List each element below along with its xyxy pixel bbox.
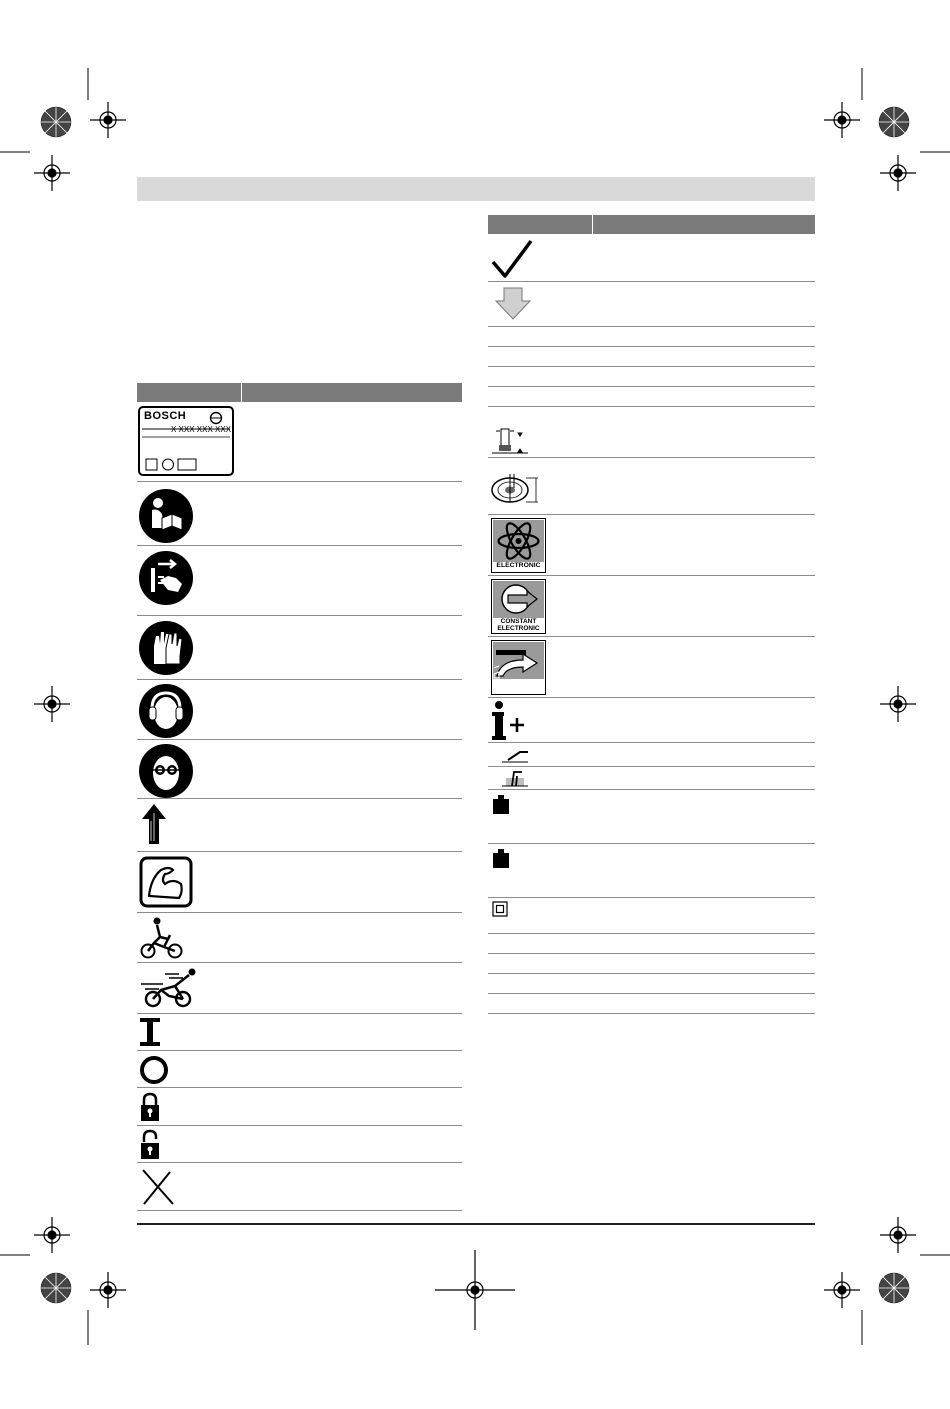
- right-row-divider: [488, 346, 815, 347]
- wear-ear-protection-icon: [138, 683, 194, 739]
- left-row-divider: [137, 1162, 462, 1163]
- left-row-divider: [137, 481, 462, 482]
- info-plus-icon: [490, 701, 526, 741]
- protection-class-ii-icon: [492, 901, 508, 917]
- right-row-divider: [488, 993, 815, 994]
- weight-icon: [492, 795, 510, 815]
- right-row-divider: [488, 406, 815, 407]
- unlock-icon: [140, 1129, 160, 1161]
- page-bottom-rule: [137, 1223, 815, 1225]
- constant-label-2: ELECTRONIC: [497, 625, 540, 632]
- right-row-divider: [488, 457, 815, 458]
- left-row-divider: [137, 615, 462, 616]
- left-row-divider: [137, 739, 462, 740]
- right-row-divider: [488, 1013, 815, 1014]
- depth-setting-icon: [490, 425, 530, 455]
- disc-dimension-icon: [490, 472, 540, 506]
- left-row-divider: [137, 851, 462, 852]
- weight-icon: [492, 849, 510, 869]
- left-row-divider: [137, 1210, 462, 1211]
- right-row-divider: [488, 742, 815, 743]
- left-row-divider: [137, 912, 462, 913]
- left-row-divider: [137, 1013, 462, 1014]
- wear-gloves-icon: [138, 620, 194, 676]
- checkmark-icon: [490, 238, 534, 280]
- right-row-divider: [488, 636, 815, 637]
- blade-bevel-icon: [500, 768, 530, 788]
- right-row-divider: [488, 281, 815, 282]
- right-row-divider: [488, 933, 815, 934]
- left-row-divider: [137, 545, 462, 546]
- blade-angle-icon: [500, 746, 530, 764]
- bike-fast-icon: [139, 966, 199, 1008]
- strength-arm-icon: [139, 856, 193, 908]
- right-row-divider: [488, 766, 815, 767]
- electronic-label: ELECTRONIC: [496, 562, 541, 569]
- unplug-icon: [138, 550, 194, 606]
- right-row-divider: [488, 386, 815, 387]
- plate-number: X XXX XXX XXX: [171, 425, 232, 434]
- left-row-divider: [137, 679, 462, 680]
- arrow-down-icon: [494, 287, 532, 321]
- right-row-divider: [488, 973, 815, 974]
- right-row-divider: [488, 843, 815, 844]
- type-plate-icon: [138, 406, 234, 476]
- left-row-divider: [137, 1087, 462, 1088]
- electronic-icon: [491, 518, 546, 573]
- right-row-divider: [488, 514, 815, 515]
- constant-label-1: CONSTANT: [500, 618, 537, 625]
- right-row-divider: [488, 366, 815, 367]
- off-switch-icon: [139, 1055, 169, 1085]
- left-row-divider: [137, 1125, 462, 1126]
- constant-electronic-icon: [491, 579, 546, 634]
- plate-brand: BOSCH: [144, 410, 187, 422]
- wear-eye-protection-icon: [138, 743, 194, 799]
- right-row-divider: [488, 326, 815, 327]
- left-table-header: [137, 383, 462, 402]
- direction-arrow-icon: [140, 803, 168, 845]
- bike-slow-icon: [140, 917, 184, 959]
- right-table-header: [488, 215, 815, 234]
- right-row-divider: [488, 575, 815, 576]
- right-row-divider: [488, 697, 815, 698]
- left-row-divider: [137, 1050, 462, 1051]
- on-switch-icon: [140, 1018, 160, 1046]
- right-row-divider: [488, 897, 815, 898]
- right-row-divider: [488, 953, 815, 954]
- soft-start-icon: [491, 640, 546, 695]
- not-allowed-icon: [140, 1168, 176, 1206]
- right-row-divider: [488, 789, 815, 790]
- lock-icon: [140, 1092, 160, 1122]
- left-row-divider: [137, 962, 462, 963]
- read-manual-icon: [138, 488, 194, 544]
